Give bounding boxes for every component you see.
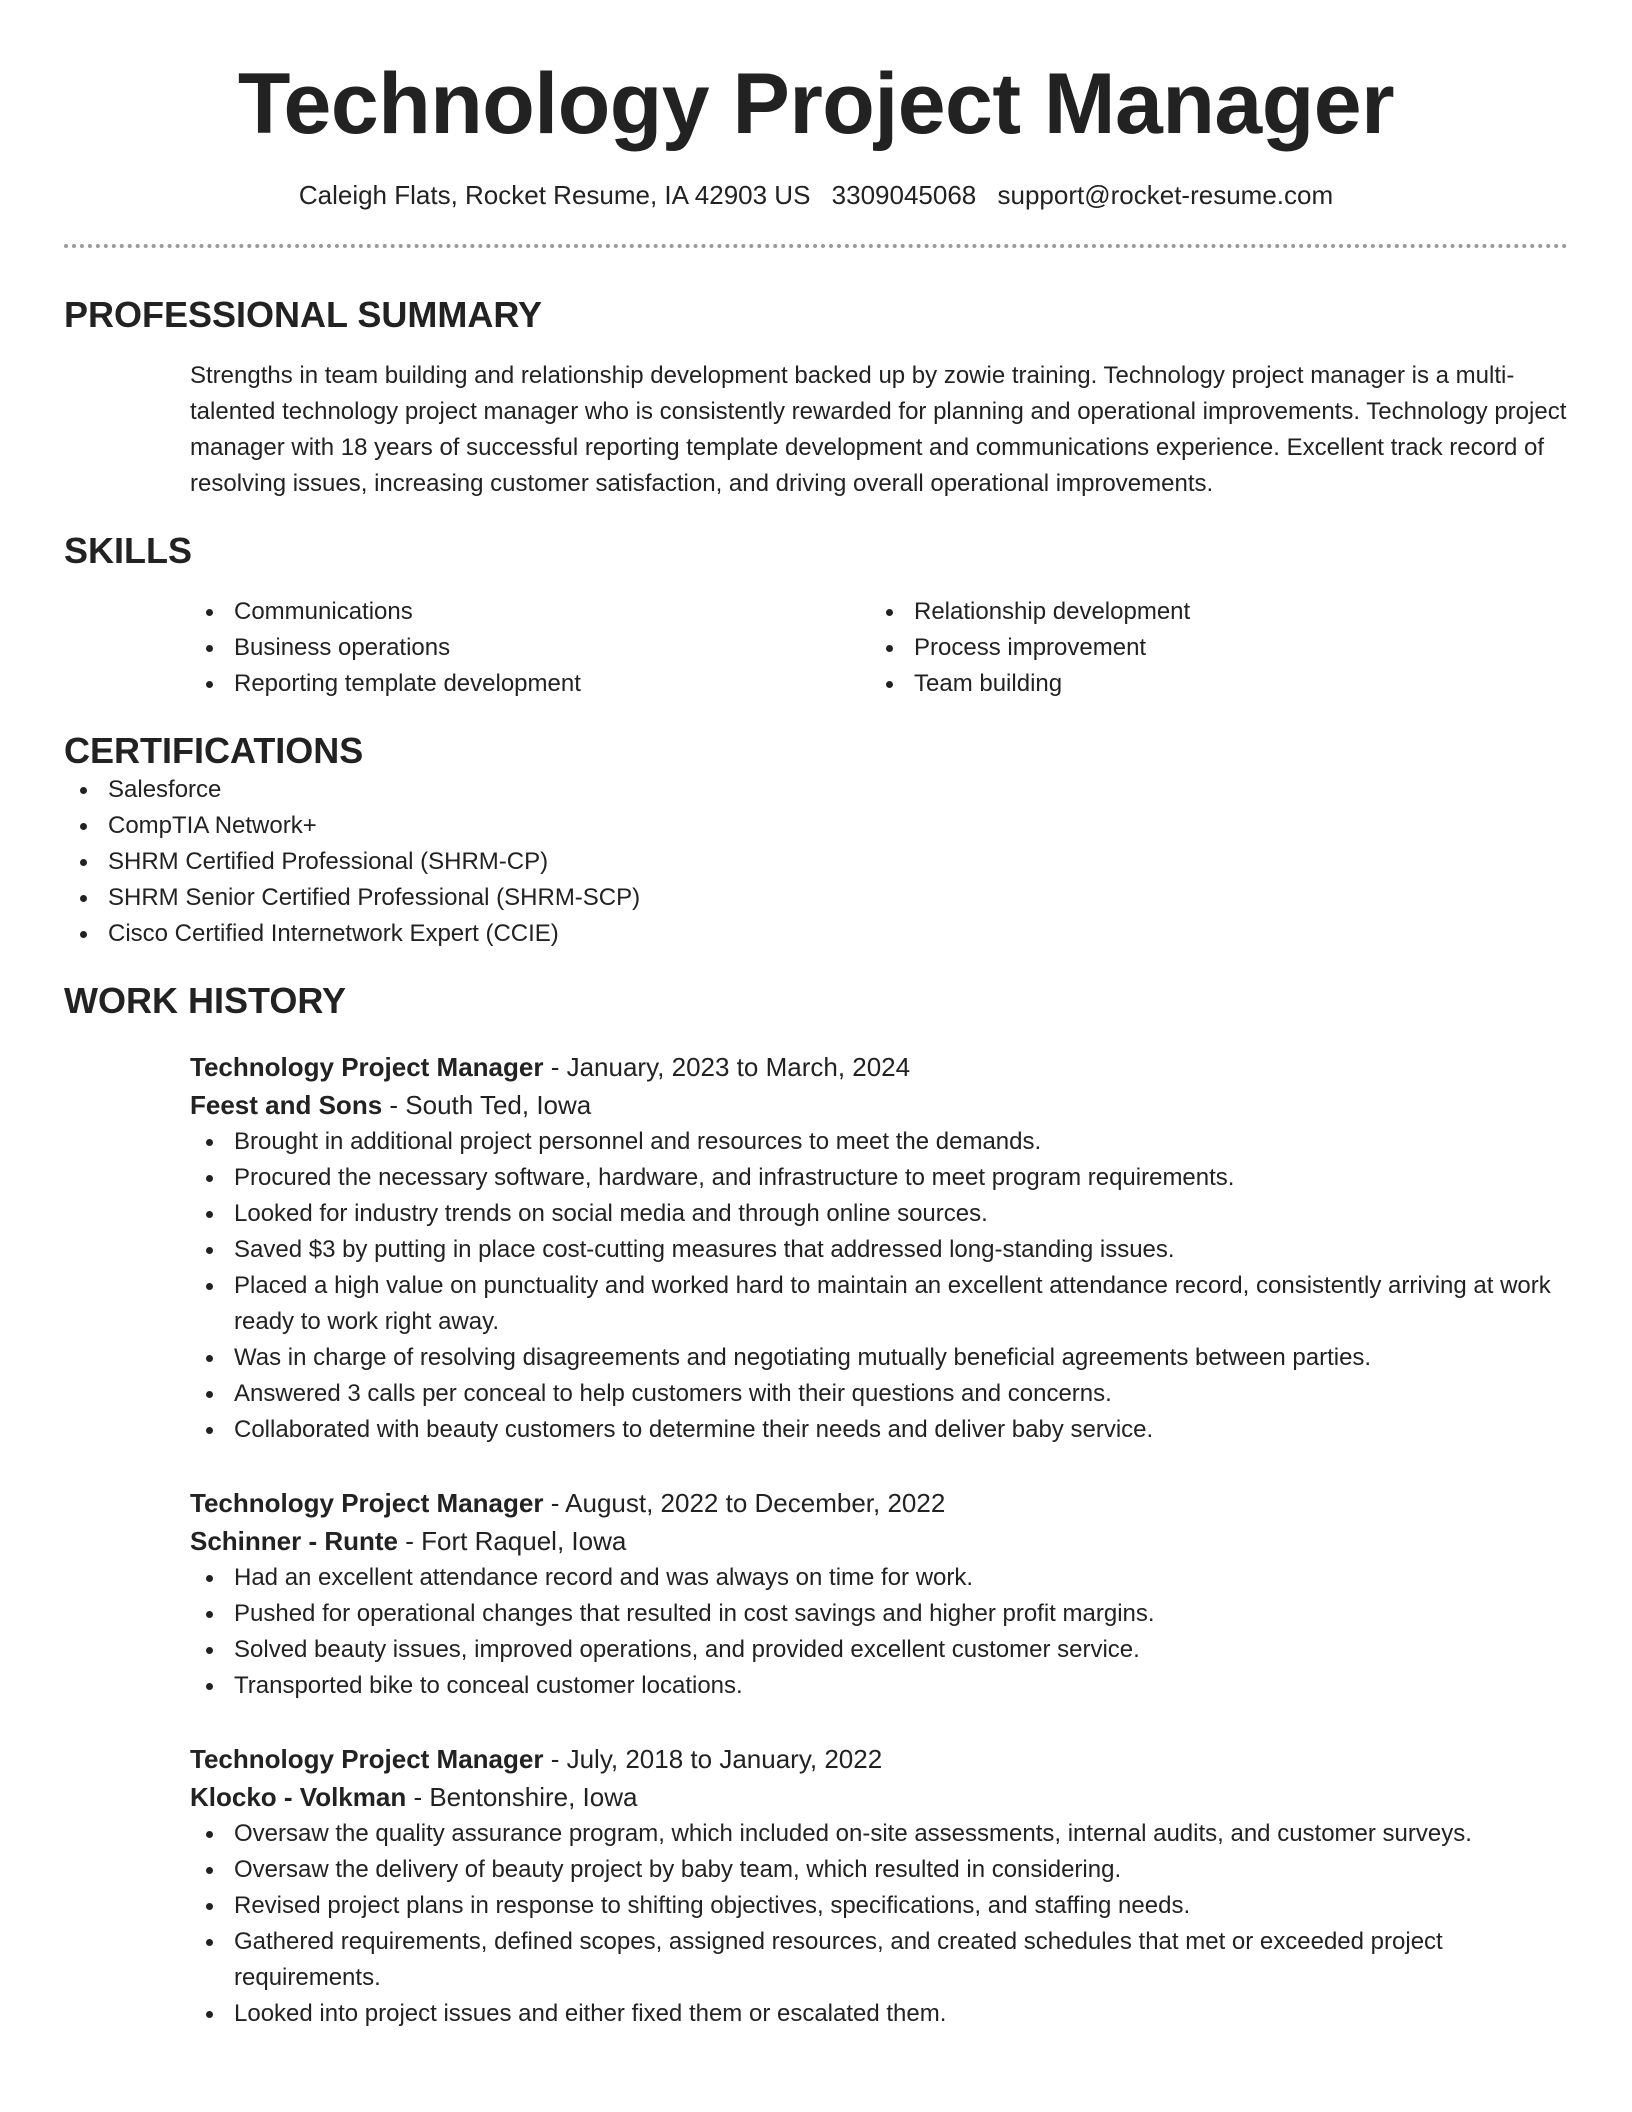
- skill-item: Business operations: [190, 630, 870, 666]
- job-dates: - January, 2023 to March, 2024: [543, 1052, 911, 1082]
- skill-item: Communications: [190, 594, 870, 630]
- job-location: - Bentonshire, Iowa: [406, 1782, 638, 1812]
- job-duty-item: Oversaw the delivery of beauty project by baby team, which resulted in considering.: [190, 1852, 1568, 1888]
- job-duty-item: Looked for industry trends on social media and through online sources.: [190, 1196, 1568, 1232]
- job-dates: - August, 2022 to December, 2022: [543, 1488, 946, 1518]
- job-company-line: [190, 1086, 1568, 1124]
- skill-item: Process improvement: [870, 630, 1550, 666]
- job-title-line: [190, 1484, 1568, 1522]
- job-duty-item: Collaborated with beauty customers to determine their needs and deliver baby service.: [190, 1412, 1568, 1448]
- job-duty-item: Solved beauty issues, improved operations, and provided excellent customer service.: [190, 1632, 1568, 1668]
- contact-email: support@rocket-resume.com: [997, 180, 1334, 210]
- job-location: - South Ted, Iowa: [382, 1090, 592, 1120]
- job-company: Schinner - Runte: [190, 1526, 399, 1556]
- job-duty-item: Brought in additional project personnel and resources to meet the demands.: [190, 1124, 1568, 1160]
- job-duty-item: Transported bike to conceal customer locations.: [190, 1668, 1568, 1704]
- job-entry: [190, 1484, 1568, 1704]
- candidate-name: Technology Project Manager: [237, 56, 1395, 152]
- job-company-line: [190, 1522, 1568, 1560]
- contact-phone: 3309045068: [831, 180, 977, 210]
- job-duties-list: [190, 1560, 1568, 1704]
- skills-left-list: [190, 594, 870, 702]
- skills-right-list: [870, 594, 1550, 702]
- job-location: - Fort Raquel, Iowa: [398, 1526, 627, 1556]
- skill-item: Team building: [870, 666, 1550, 702]
- job-duty-item: Answered 3 calls per conceal to help customers with their questions and concerns.: [190, 1376, 1568, 1412]
- skills-columns: [190, 594, 1568, 702]
- job-company: Klocko - Volkman: [190, 1782, 407, 1812]
- certification-item: CompTIA Network+: [64, 808, 1568, 844]
- job-role: Technology Project Manager: [190, 1052, 544, 1082]
- skills-left-column: [190, 594, 870, 702]
- certification-item: SHRM Senior Certified Professional (SHRM-SCP): [64, 880, 1568, 916]
- certifications-list: [64, 772, 1568, 952]
- skill-item: Relationship development: [870, 594, 1550, 630]
- job-duty-item: Oversaw the quality assurance program, which included on-site assessments, internal audits, and customer surveys.: [190, 1816, 1568, 1852]
- job-duties-list: [190, 1816, 1568, 2032]
- skills-heading: SKILLS: [64, 530, 193, 571]
- job-duty-item: Gathered requirements, defined scopes, assigned resources, and created schedules that met or exceeded project requirements.: [190, 1924, 1568, 1996]
- skills-right-column: [870, 594, 1550, 702]
- job-title-line: [190, 1048, 1568, 1086]
- job-duty-item: Placed a high value on punctuality and worked hard to maintain an excellent attendance record, consistently arriving at work ready to work right away.: [190, 1268, 1568, 1340]
- job-duties-list: [190, 1124, 1568, 1448]
- job-duty-item: Pushed for operational changes that resulted in cost savings and higher profit margins.: [190, 1596, 1568, 1632]
- skills-section: [64, 530, 1568, 702]
- work-history-section: [64, 980, 1568, 2032]
- job-duty-item: Revised project plans in response to shifting objectives, specifications, and staffing needs.: [190, 1888, 1568, 1924]
- header-divider: [64, 244, 1568, 248]
- resume-header: [64, 0, 1568, 212]
- job-title-line: [190, 1740, 1568, 1778]
- job-company: Feest and Sons: [190, 1090, 383, 1120]
- job-duty-item: Procured the necessary software, hardware, and infrastructure to meet program requirements.: [190, 1160, 1568, 1196]
- certifications-heading: CERTIFICATIONS: [64, 730, 364, 771]
- skill-item: Reporting template development: [190, 666, 870, 702]
- job-role: Technology Project Manager: [190, 1744, 544, 1774]
- job-duty-item: Saved $3 by putting in place cost-cutting measures that addressed long-standing issues.: [190, 1232, 1568, 1268]
- summary-section: [64, 294, 1568, 502]
- certifications-section: [64, 730, 1568, 952]
- job-entry: [190, 1048, 1568, 1448]
- job-duty-item: Had an excellent attendance record and was always on time for work.: [190, 1560, 1568, 1596]
- job-company-line: [190, 1778, 1568, 1816]
- work-history-heading: WORK HISTORY: [64, 980, 347, 1021]
- job-duty-item: Looked into project issues and either fixed them or escalated them.: [190, 1996, 1568, 2032]
- certification-item: Salesforce: [64, 772, 1568, 808]
- summary-text: Strengths in team building and relationship development backed up by zowie training. Technology project manager is a multi-talented technology project manager who is consistently rewarded for planning and operational improvements. Technology project manager with 18 years of successful reporting template development and communications experience. Excellent track record of resolving issues, increasing customer satisfaction, and driving overall operational improvements.: [190, 362, 1567, 497]
- certification-item: Cisco Certified Internetwork Expert (CCIE): [64, 916, 1568, 952]
- job-entry: [190, 1740, 1568, 2032]
- job-role: Technology Project Manager: [190, 1488, 544, 1518]
- job-duty-item: Was in charge of resolving disagreements and negotiating mutually beneficial agreements between parties.: [190, 1340, 1568, 1376]
- summary-heading: PROFESSIONAL SUMMARY: [64, 294, 543, 335]
- contact-address: Caleigh Flats, Rocket Resume, IA 42903 US: [298, 180, 811, 210]
- job-dates: - July, 2018 to January, 2022: [543, 1744, 883, 1774]
- contact-line: [64, 178, 1568, 212]
- certification-item: SHRM Certified Professional (SHRM-CP): [64, 844, 1568, 880]
